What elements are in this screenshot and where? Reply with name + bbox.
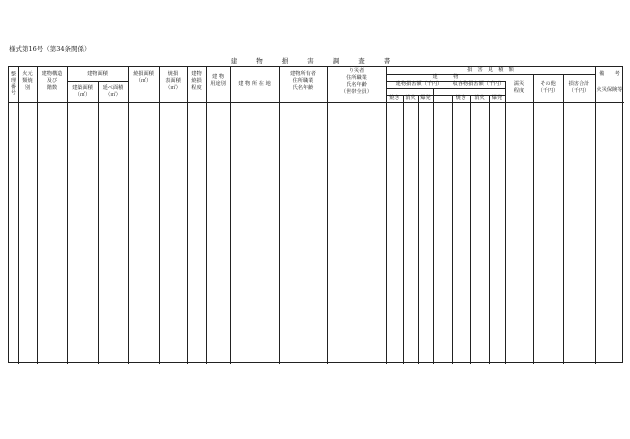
header-building-damage: 建物損害額（千円） — [395, 81, 443, 87]
header-other: その他 （千円） — [537, 81, 559, 94]
header-total: 損害合計 （千円） — [568, 81, 590, 94]
header-insurance: 火災保険等 — [596, 87, 623, 93]
header-remarks: 備 考 — [599, 71, 620, 77]
header-wet-degree: 濡災 程度 — [513, 81, 525, 94]
header-floor-area: 建物面積 — [87, 71, 108, 77]
header-damage-estimate: 損 害 見 積 額 — [467, 67, 514, 73]
header-location: 建 物 所 在 地 — [238, 81, 271, 87]
header-fire-origin: 火元 類焼 別 — [22, 71, 33, 91]
header-total-floor-area: 延べ面積 （㎡） — [102, 85, 124, 98]
header-burn-damage: 焼き — [389, 95, 400, 101]
header-structure: 建物構造 及び 階数 — [41, 71, 63, 91]
header-explosion-damage: 爆発 — [420, 95, 431, 101]
header-burned-surface: 焼損 表面積 （㎡） — [165, 71, 181, 91]
header-contents-explosion: 爆発 — [491, 95, 503, 101]
header-owner: 建物所有者 住所職業 氏名年齢 — [290, 71, 316, 91]
header-burn-degree: 建物 焼損 程度 — [191, 71, 202, 91]
header-burned-area: 焼損面積 （㎡） — [133, 71, 154, 84]
header-contents-burn: 焼き — [455, 95, 467, 101]
header-victim: り災者 住所職業 氏名年齢 （世帯全員） — [340, 68, 373, 95]
header-extinguish-damage: 消火 — [405, 95, 416, 101]
header-seq-no: 整理番号 — [10, 71, 16, 96]
header-contents-damage: 収容物損害額（千円） — [452, 81, 505, 87]
damage-survey-table — [8, 66, 623, 363]
document-title: 建物損害調査書 — [230, 57, 410, 65]
header-building-area: 建築面積 （㎡） — [72, 85, 93, 98]
header-contents-extinguish: 消火 — [474, 95, 485, 101]
header-use: 建 物 用途別 — [210, 74, 226, 87]
header-building-group: 建 物 — [432, 74, 459, 80]
form-code: 様式第16号（第34条関係） — [9, 45, 91, 53]
